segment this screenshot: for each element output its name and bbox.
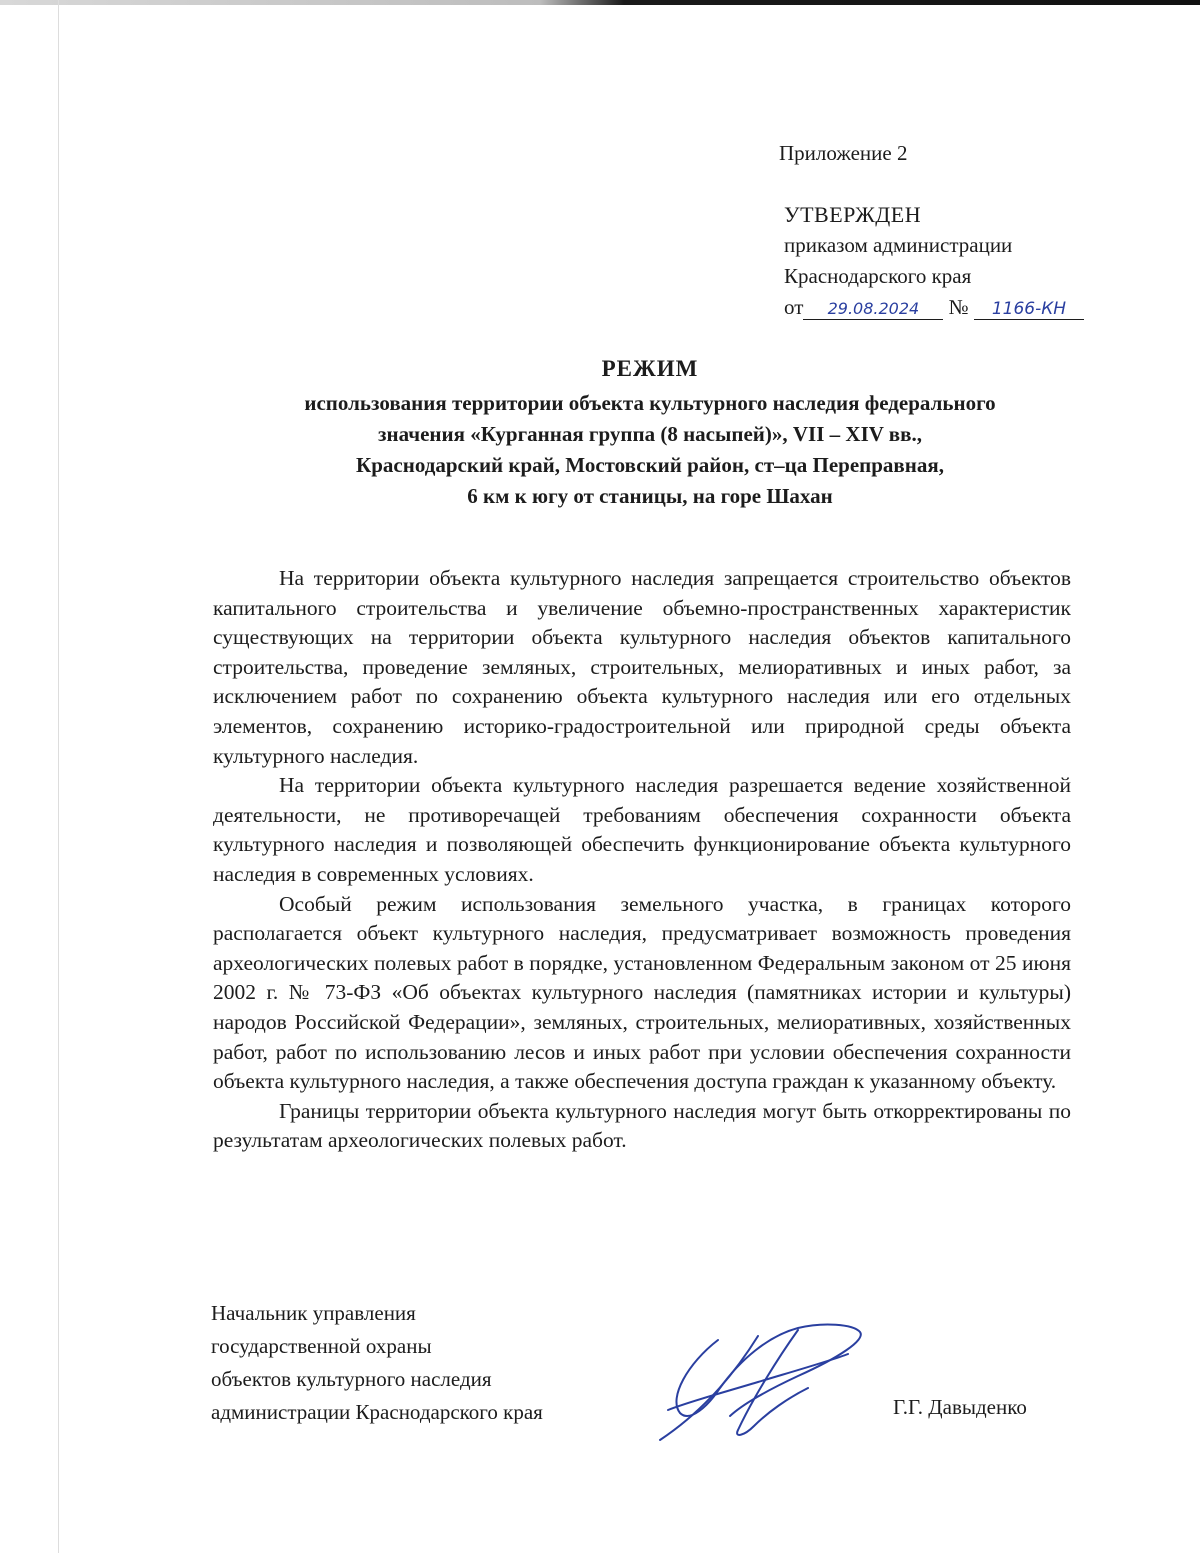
title-line-2: значения «Курганная группа (8 насыпей)», VII – XIV вв., (378, 422, 922, 446)
approval-line-2: Краснодарского края (784, 264, 972, 288)
approval-line-1: приказом администрации (784, 233, 1013, 257)
paragraph-boundaries: Границы территории объекта культурного наследия могут быть откорректированы по результатам археологических полевых работ. (213, 1098, 1071, 1153)
annex-label: Приложение 2 (779, 141, 908, 165)
approval-stamp (779, 138, 1164, 323)
paragraph-permissions: На территории объекта культурного наследия разрешается ведение хозяйственной деятельности, не противоречащей требованиям обеспечения сохранности объекта культурного наследия и позволяющей обеспечить функционирование объекта культурного наследия в современных условиях. (213, 773, 1071, 886)
position-line-4: администрации Краснодарского края (211, 1400, 543, 1424)
approved-label: УТВЕРЖДЕН (784, 202, 922, 227)
document-heading: РЕЖИМ (601, 356, 699, 381)
document-body (213, 564, 1071, 1156)
title-line-4: 6 км к югу от станицы, на горе Шахан (467, 484, 833, 508)
position-line-2: государственной охраны (211, 1334, 432, 1358)
title-line-3: Краснодарский край, Мостовский район, ст–ца Переправная, (356, 453, 944, 477)
title-line-1: использования территории объекта культурного наследия федерального (304, 391, 996, 415)
scan-edge-left (58, 0, 59, 1553)
handwritten-signature (648, 1318, 868, 1448)
signer-name: Г.Г. Давыденко (893, 1395, 1027, 1419)
number-prefix: № (948, 295, 969, 319)
position-line-1: Начальник управления (211, 1301, 416, 1325)
scan-edge-top (0, 0, 1200, 5)
handwritten-number: 1166-КН (974, 299, 1084, 320)
date-prefix: от (784, 295, 804, 319)
paragraph-prohibitions: На территории объекта культурного наследия запрещается строительство объектов капитального строительства и увеличение объемно-пространственных характеристик существующих на территории объекта культурного наследия объектов капитального строительства, проведение земляных, строительных, мелиоративных и иных работ, за исключением работ по сохранению объекта культурного наследия или его отдельных элементов, сохранению историко-градостроительной или природной среды объекта культурного наследия. (213, 566, 1071, 768)
paragraph-special-regime: Особый режим использования земельного участка, в границах которого располагается объект культурного наследия, предусматривает возможность проведения археологических полевых работ в порядке, установленном Федеральным законом от 25 июня 2002 г. № 73-ФЗ «Об объектах культурного наследия (памятниках истории и культуры) народов Российской Федерации», земляных, строительных, мелиоративных, хозяйственных работ, работ по использованию лесов и иных работ при условии обеспечения сохранности объекта культурного наследия, а также обеспечения доступа граждан к указанному объекту. (213, 891, 1071, 1094)
document-title-block (200, 356, 1100, 512)
position-line-3: объектов культурного наследия (211, 1367, 492, 1391)
signatory-position (211, 1297, 543, 1429)
approval-date-line (784, 292, 1164, 323)
handwritten-date: 29.08.2024 (803, 299, 943, 320)
